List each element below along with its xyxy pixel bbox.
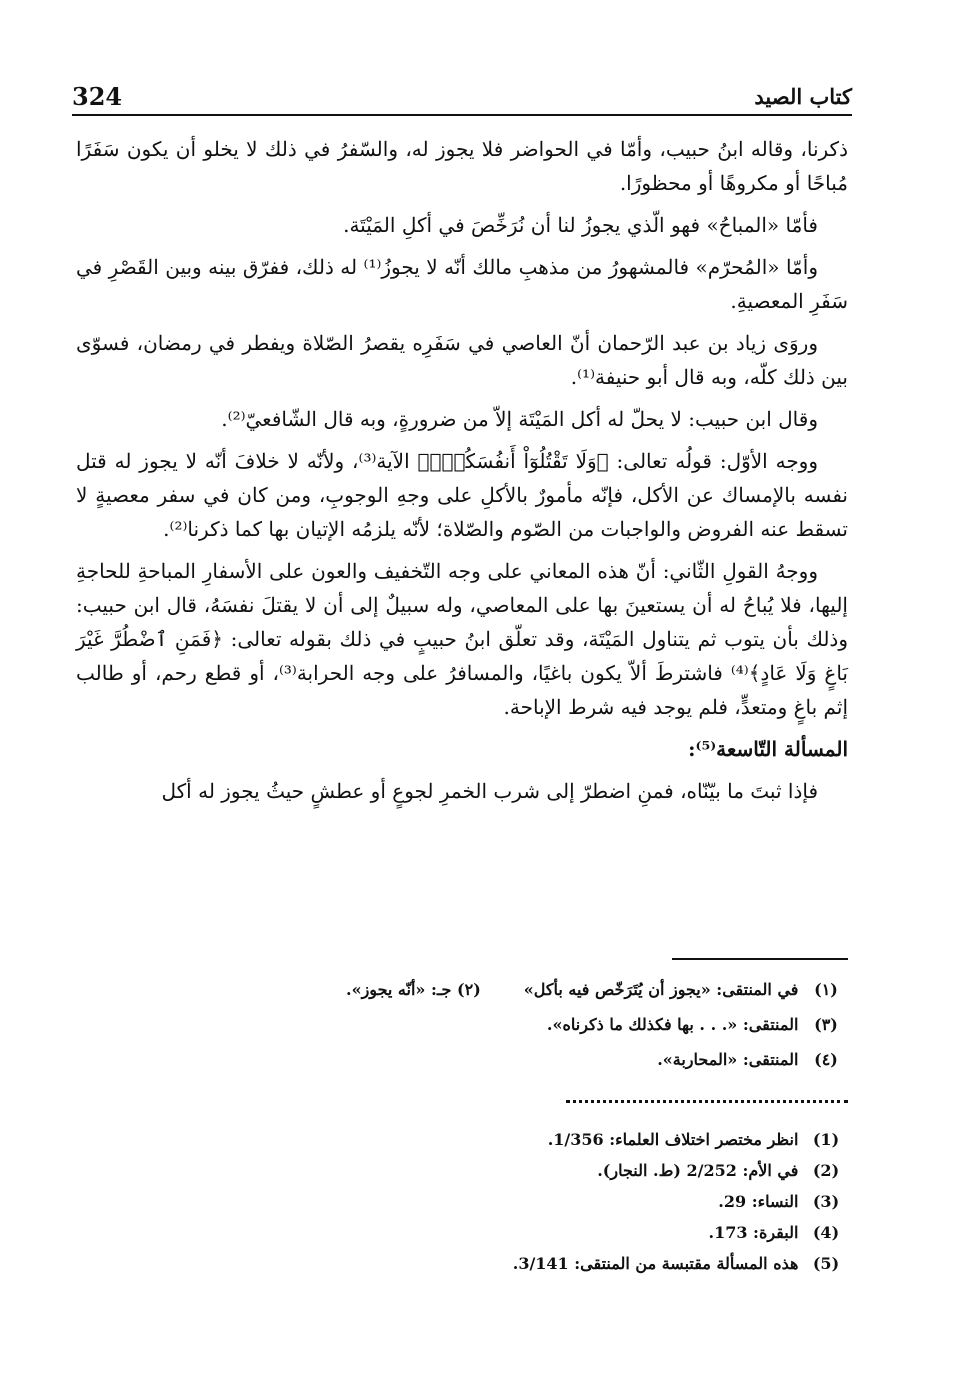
footnote-text-secondary: (٢) جـ: «أنّه يجوز». — [346, 980, 481, 999]
footnote — [76, 1007, 848, 1042]
footnote-text: المنتقى: «المحاربة». — [657, 1050, 799, 1069]
running-title: كتاب الصيد — [754, 84, 852, 109]
footnote — [76, 1248, 848, 1279]
footnote-text: النساء: 29. — [718, 1192, 799, 1211]
footnote-text: في المنتقى: «يجوز أن يُتَرَخّص فيه بأكل» — [523, 980, 799, 999]
footnote-number: (4) — [812, 1223, 840, 1242]
footnote — [76, 1124, 848, 1155]
paragraph: وقال ابن حبيب: لا يحلّ له أكل المَيْتَة إلاّ من ضرورةٍ، وبه قال الشّافعيّ⁽²⁾. — [221, 407, 818, 431]
footnote-text: انظر مختصر اختلاف العلماء: 1/356. — [547, 1130, 799, 1149]
footnote-text: في الأم: 2/252 (ط. النجار). — [597, 1161, 799, 1180]
footnote-number: (1) — [812, 1130, 840, 1149]
footnote-number: (3) — [812, 1192, 840, 1211]
paragraph: فإذا ثبتَ ما بيّنّاه، فمنِ اضطرّ إلى شرب الخمرِ لجوعٍ أو عطشٍ حيثُ يجوز له أكل — [161, 779, 818, 803]
footnote — [76, 1042, 848, 1077]
footnote — [76, 1217, 848, 1248]
page-header — [72, 80, 852, 116]
footnote-number: (٤) — [814, 1050, 838, 1069]
footnote-text: المنتقى: «. . . بها فكذلك ما ذكرناه». — [546, 1015, 799, 1034]
footnote-number: (١) — [814, 980, 838, 999]
section-heading: المسألة التّاسعة⁽⁵⁾: — [688, 737, 848, 761]
footnote-number: (2) — [812, 1161, 840, 1180]
main-text — [76, 132, 848, 816]
footnote-number: (٣) — [814, 1015, 838, 1034]
footnote — [76, 972, 848, 1007]
paragraph: ووجه الأوّل: قولُه تعالى: ﴿وَلَا تَقْتُلُوٓاْ أَنفُسَكُمْۚ﴾ الآية⁽³⁾، ولأنّه لا خلافَ أنّه لا يجوز له قتل نفسه بالإمساك عن الأكل، فإنّه مأمورٌ بالأكلِ على وجهِ الوجوبِ، ومن كان في سفر معصيةٍ لا تسقط عنه الفروض والواجبات من الصّوم والصّلاة؛ لأنّه يلزمُه الإتيان بها كما ذكرنا⁽²⁾. — [76, 449, 848, 541]
paragraph: فأمّا «المباحُ» فهو الّذي يجوزُ لنا أن نُرَخِّصَ في أكلِ المَيْتَة. — [343, 213, 818, 237]
paragraph: وأمّا «المُحرّم» فالمشهورُ من مذهبِ مالك أنّه لا يجوزُ⁽¹⁾ له ذلك، ففرّق بينه وبين القَصْرِ في سَفَرِ المعصيةِ. — [76, 255, 848, 313]
footnote-text: البقرة: 173. — [708, 1223, 799, 1242]
footnote — [76, 1186, 848, 1217]
paragraph: وروَى زياد بن عبد الرّحمان أنّ العاصي في سَفَرِه يقصرُ الصّلاة ويفطر في رمضان، فسوّى بين ذلك كلّه، وبه قال أبو حنيفة⁽¹⁾. — [76, 331, 848, 389]
paragraph: ذكرنا، وقاله ابنُ حبيب، وأمّا في الحواضر فلا يجوز له، والسّفرُ في ذلك لا يخلو أن يكون سَفَرًا مُباحًا أو مكروهًا أو محظورًا. — [76, 137, 848, 195]
dotted-divider — [566, 1100, 848, 1103]
paragraph: ووجهُ القولِ الثّاني: أنّ هذه المعاني على وجه التّخفيف والعون على الأسفارِ المباحةِ للحاجةِ إليها، فلا يُباحُ له أن يستعينَ بها على المعاصي، وله سبيلٌ إلى أن لا يقتلَ نفسَهُ، قال ابن حبيب: وذلك بأن يتوب ثم يتناول المَيْتَة، وقد تعلّق ابنُ حبيبٍ في ذلك بقوله تعالى: ﴿فَمَنِ ٱضْطُرَّ غَيْرَ بَاغٍ وَلَا عَادٍ﴾⁽⁴⁾ فاشترطَ ألاّ يكون باغيًا، والمسافرُ على وجه الحرابة⁽³⁾، أو قطع رحم، أو طالب إثم باغٍ ومتعدٍّ، فلم يوجد فيه شرط الإباحة. — [76, 559, 848, 719]
variant-footnotes — [76, 972, 848, 1077]
footnote-separator — [672, 958, 848, 960]
footnote-number: (5) — [812, 1254, 840, 1273]
source-footnotes — [76, 1124, 848, 1279]
footnote-text: هذه المسألة مقتبسة من المنتقى: 3/141. — [512, 1254, 799, 1273]
page-number: 324 — [72, 82, 123, 111]
footnote — [76, 1155, 848, 1186]
